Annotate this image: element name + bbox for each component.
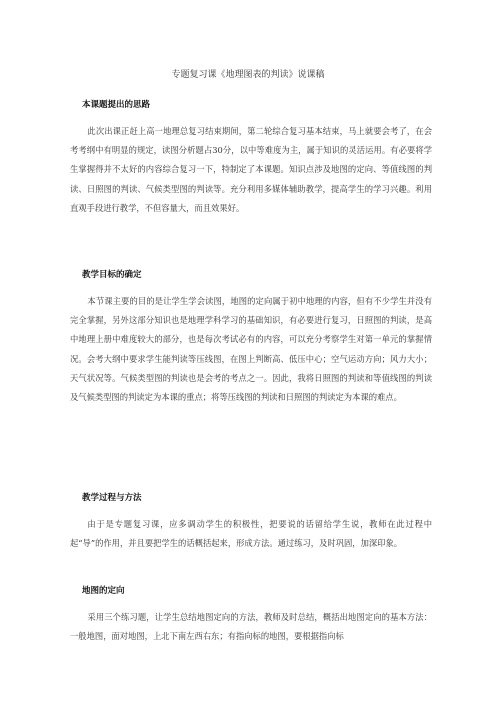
section-paragraph: 本节课主要的目的是让学生学会读图，地图的定向属于初中地理的内容，但有不少学生并没有完全掌握，另外这部分知识也是地理学科学习的基础知识，有必要进行复习，日照图的判读，是高中地理上册中难度较大的部分，也是每次考试必有的内容，可以充分考察学生对第一单元的掌握情况。会考大纲中要求学生能判读等压线图，在图上判断高、低压中心；空气运动方向；风力大小；天气状况等。气候类型图的判读也是会考的考点之一。因此，我将日照图的判读和等值线图的判读及气候类型图的判读定为本课的重点；将等压线图的判读和日照图的判读定为本课的难点。 (70, 296, 432, 403)
section-paragraph: 由于是专题复习课，应多调动学生的积极性，把要说的话留给学生说，教师在此过程中起“导”的作用，并且要把学生的话概括起来，形成方法。通过练习，及时巩固，加深印象。 (70, 519, 432, 549)
section-heading: 地图的定向 (82, 586, 125, 596)
section-heading: 教学目标的确定 (82, 270, 142, 280)
section-heading: 本课题提出的思路 (82, 100, 151, 110)
section-paragraph: 此次出课正赶上高一地理总复习结束期间，第二轮综合复习基本结束，马上就要会考了，在会考考纲中有明显的规定，读图分析题占30分，以中等难度为主，属于知识的灵活运用。有必要将学生掌握得并不太好的内容综合复习一下，特制定了本课题。知识点涉及地图的定向、等值线图的判读、日照图的判读、气候类型图的判读等。充分利用多媒体辅助教学，提高学生的学习兴趣。利用直观手段进行教学，不但容量大，而且效果好。 (70, 126, 432, 213)
section-objectives (70, 269, 432, 407)
section-map-orientation (70, 585, 432, 646)
document-title: 专题复习课《地理图表的判读》说课稿 (171, 70, 325, 80)
section-heading: 教学过程与方法 (82, 493, 142, 503)
section-paragraph: 采用三个练习题，让学生总结地图定向的方法，教师及时总结，概括出地图定向的基本方法：一般地图，面对地图，上北下南左西右东；有指向标的地图，要根据指向标 (70, 612, 432, 642)
section-approach (70, 99, 432, 218)
section-process-method (70, 492, 432, 553)
